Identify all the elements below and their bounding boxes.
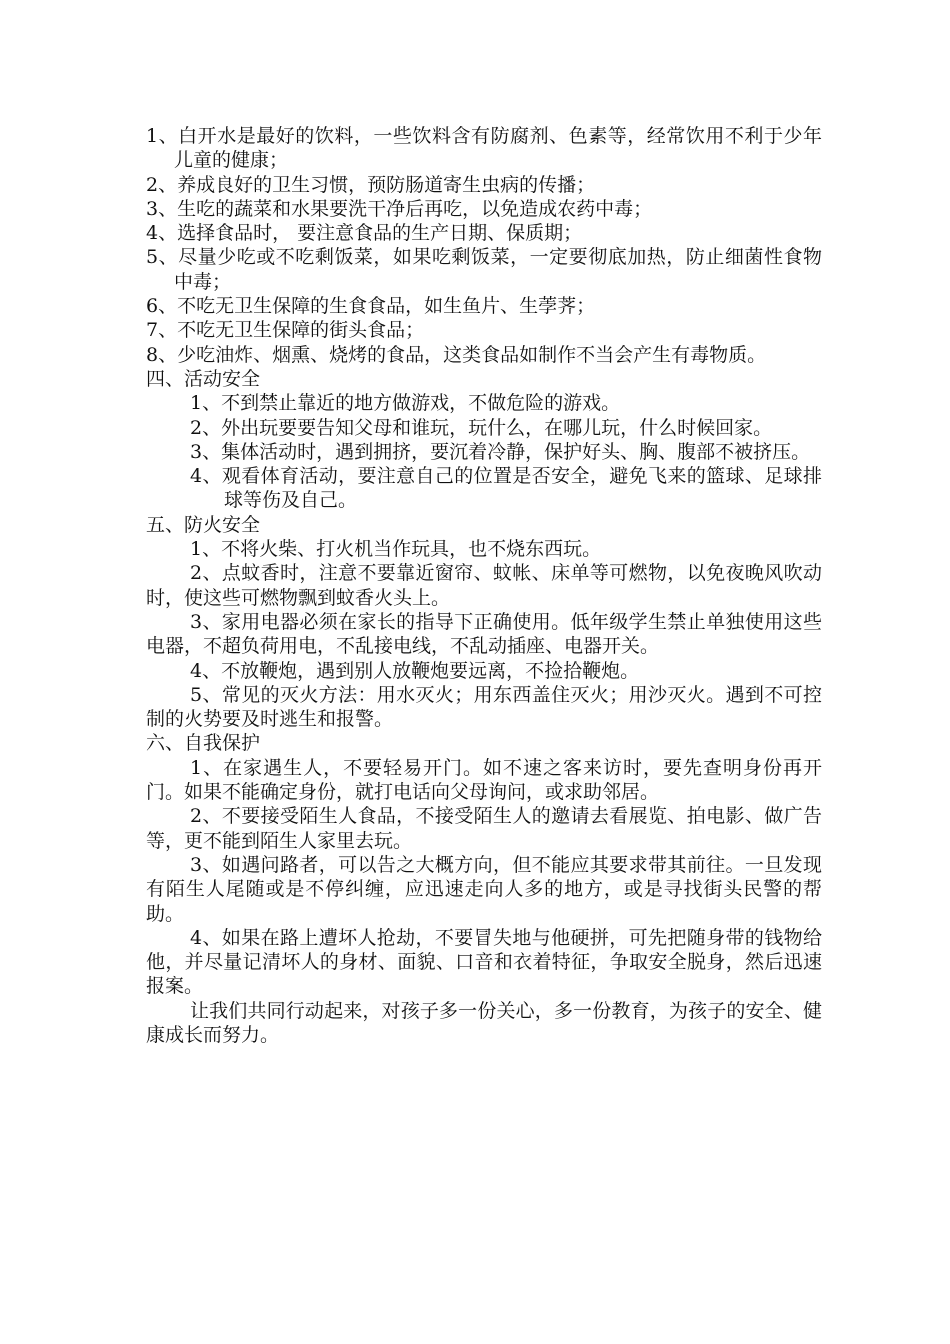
- list-item: 3、生吃的蔬菜和水果要洗干净后再吃，以免造成农药中毒；: [146, 197, 653, 220]
- list-item: 4、选择食品时， 要注意食品的生产日期、保质期；: [146, 222, 583, 245]
- list-item: 5、尽量少吃或不吃剩饭菜，如果吃剩饭菜，一定要彻底加热，防止细菌性食物中毒；: [146, 246, 822, 293]
- food-safety-list: [146, 124, 822, 367]
- list-item: 1、白开水是最好的饮料，一些饮料含有防腐剂、色素等，经常饮用不利于少年儿童的健康；: [146, 125, 822, 172]
- list-item: 2、养成良好的卫生习惯，预防肠道寄生虫病的传播；: [146, 173, 596, 196]
- document-page: [146, 124, 822, 1047]
- list-item: 3、如遇问路者，可以告之大概方向，但不能应其要求带其前往。一旦发现有陌生人尾随或是不停纠缠，应迅速走向人多的地方，或是寻找街头民警的帮助。: [146, 853, 822, 925]
- list-item: 4、观看体育活动，要注意自己的位置是否安全，避免飞来的篮球、足球排球等伤及自己。: [190, 465, 822, 512]
- list-item: 5、常见的灭火方法：用水灭火；用东西盖住灭火；用沙灭火。遇到不可控制的火势要及时逃生和报警。: [146, 683, 822, 731]
- section-heading: 四、活动安全: [146, 367, 261, 390]
- list-item: 4、不放鞭炮，遇到别人放鞭炮要远离，不捡拾鞭炮。: [190, 659, 640, 682]
- list-item: 7、不吃无卫生保障的街头食品；: [146, 319, 425, 342]
- list-item: 6、不吃无卫生保障的生食食品，如生鱼片、生荸荠；: [146, 295, 596, 318]
- section-self-protection: [146, 731, 822, 998]
- list-item: 3、集体活动时，遇到拥挤，要沉着冷静，保护好头、胸、腹部不被挤压。: [190, 440, 811, 463]
- list-item: 8、少吃油炸、烟熏、烧烤的食品，这类食品如制作不当会产生有毒物质。: [146, 343, 767, 366]
- section-heading: 六、自我保护: [146, 732, 261, 755]
- list-item: 2、外出玩要要告知父母和谁玩，玩什么，在哪儿玩，什么时候回家。: [190, 416, 773, 439]
- list-item: 1、不到禁止靠近的地方做游戏，不做危险的游戏。: [190, 392, 621, 415]
- list-item: 1、在家遇生人，不要轻易开门。如不速之客来访时，要先查明身份再开门。如果不能确定身份，就打电话向父母询问，或求助邻居。: [146, 756, 822, 804]
- list-item: 4、如果在路上遭坏人抢劫，不要冒失地与他硬拼，可先把随身带的钱物给他，并尽量记清坏人的身材、面貌、口音和衣着特征，争取安全脱身，然后迅速报案。: [146, 926, 822, 998]
- section-heading: 五、防火安全: [146, 513, 261, 536]
- section-activity-safety: [146, 367, 822, 513]
- closing-paragraph: 让我们共同行动起来，对孩子多一份关心，多一份教育，为孩子的安全、健康成长而努力。: [146, 999, 822, 1046]
- list-item: 2、不要接受陌生人食品，不接受陌生人的邀请去看展览、拍电影、做广告等，更不能到陌生人家里去玩。: [146, 805, 822, 852]
- list-item: 1、不将火柴、打火机当作玩具，也不烧东西玩。: [190, 538, 602, 561]
- section-fire-safety: [146, 513, 822, 732]
- list-item: 3、家用电器必须在家长的指导下正确使用。低年级学生禁止单独使用这些电器，不超负荷用电，不乱接电线，不乱动插座、电器开关。: [146, 610, 822, 658]
- list-item: 2、点蚊香时，注意不要靠近窗帘、蚊帐、床单等可燃物，以免夜晚风吹动时，使这些可燃物飘到蚊香火头上。: [146, 562, 822, 609]
